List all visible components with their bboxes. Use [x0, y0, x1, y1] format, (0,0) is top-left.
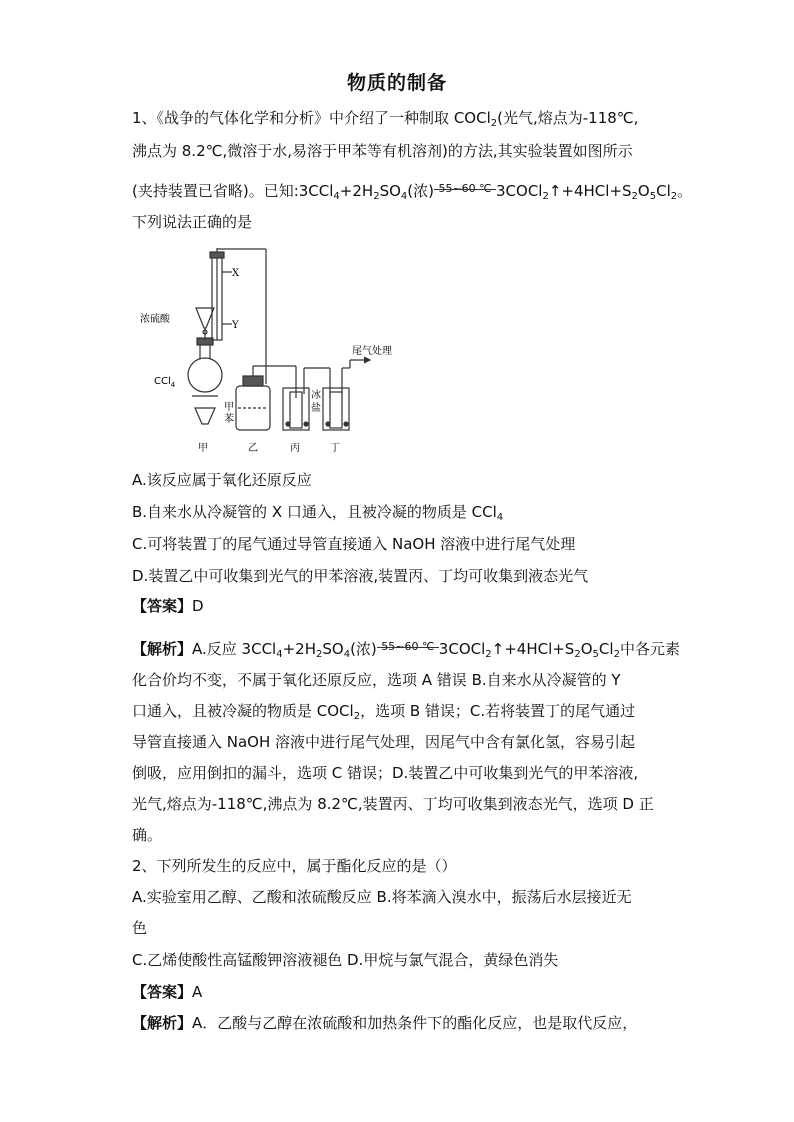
label-ding: 丁 — [330, 443, 340, 454]
q1-explanation-line-2: 化合价均不变，不属于氧化还原反应，选项 A 错误 B.自来水从冷凝管的 Y — [132, 671, 621, 689]
q1-line-4: 下列说法正确的是 — [132, 213, 253, 231]
label-yi: 乙 — [248, 443, 258, 454]
q1-line-1: 1、《战争的气体化学和分析》中介绍了一种制取 COCl$_2$(光气,熔点为-118℃, — [132, 109, 639, 129]
label-toluene-1: 甲 — [224, 402, 234, 413]
q2-explanation-line-1: 【解析】A．乙酸与乙醇在浓硫酸和加热条件下的酯化反应，也是取代反应， — [132, 1014, 638, 1032]
label-toluene-2: 苯 — [224, 414, 234, 425]
q2-options-ab: A.实验室用乙醇、乙酸和浓硫酸反应 B.将苯滴入溴水中，振荡后水层接近无 — [132, 888, 632, 906]
reaction-condition: 55~60 ℃ — [434, 193, 496, 196]
label-bing: 丙 — [290, 443, 300, 454]
label-jia: 甲 — [198, 443, 208, 454]
label-conc-acid: 浓硫酸 — [140, 314, 170, 325]
page-title: 物质的制备 — [346, 72, 447, 94]
reaction-condition-2: 55~60 ℃ — [377, 651, 439, 654]
q2-answer: 【答案】A — [132, 983, 203, 1001]
q1-equation-line: (夹持装置已省略)。已知$:3CCl_4+2H_2SO_4$(浓) 55~60 ℃ $3COCl_2↑+4HCl+S_2O_5Cl_2$。 — [132, 182, 693, 202]
label-x: X — [232, 268, 240, 279]
label-tail-gas: 尾气处理 — [352, 346, 392, 357]
label-ice-2: 盐 — [311, 403, 321, 414]
q2-options-ab-cont: 色 — [132, 919, 148, 937]
q1-explanation-line-7: 确。 — [132, 826, 163, 844]
q1-option-a: A.该反应属于氧化还原反应 — [132, 471, 312, 489]
label-y: Y — [232, 320, 239, 331]
q1-explanation-line-3: 口通入，且被冷凝的物质是 COCl$_2$，选项 B 错误；C.若将装置丁的尾气通过 — [132, 702, 636, 722]
q1-option-d: D.装置乙中可收集到光气的甲苯溶液,装置丙、丁均可收集到液态光气 — [132, 567, 589, 585]
apparatus-diagram — [140, 248, 420, 458]
label-ccl4: CCl$_4$ — [154, 376, 176, 389]
q1-explanation-line-5: 倒吸，应用倒扣的漏斗，选项 C 错误；D.装置乙中可收集到光气的甲苯溶液, — [132, 764, 639, 782]
q1-answer: 【答案】D — [132, 597, 204, 615]
q1-explanation-line-6: 光气,熔点为-118℃,沸点为 8.2℃,装置丙、丁均可收集到液态光气，选项 D 正 — [132, 795, 654, 813]
q1-option-b: B.自来水从冷凝管的 X 口通入，且被冷凝的物质是 CCl$_4$ — [132, 503, 504, 523]
q1-explanation-line-4: 导管直接通入 NaOH 溶液中进行尾气处理，因尾气中含有氯化氢，容易引起 — [132, 733, 636, 751]
q1-line-2: 沸点为 8.2℃,微溶于水,易溶于甲苯等有机溶剂)的方法,其实验装置如图所示 — [132, 142, 633, 160]
q2-stem: 2、下列所发生的反应中，属于酯化反应的是（） — [132, 857, 457, 875]
q1-option-c: C.可将装置丁的尾气通过导管直接通入 NaOH 溶液中进行尾气处理 — [132, 535, 576, 553]
q1-explanation-line-1: 【解析】A.反应 $3CCl_4+2H_2SO_4$(浓) 55~60 ℃ $3COCl_2↑+4HCl+S_2O_5Cl_2$中各元素 — [132, 640, 680, 660]
label-ice-1: 冰 — [311, 390, 321, 401]
q2-options-cd: C.乙烯使酸性高锰酸钾溶液褪色 D.甲烷与氯气混合，黄绿色消失 — [132, 951, 559, 969]
